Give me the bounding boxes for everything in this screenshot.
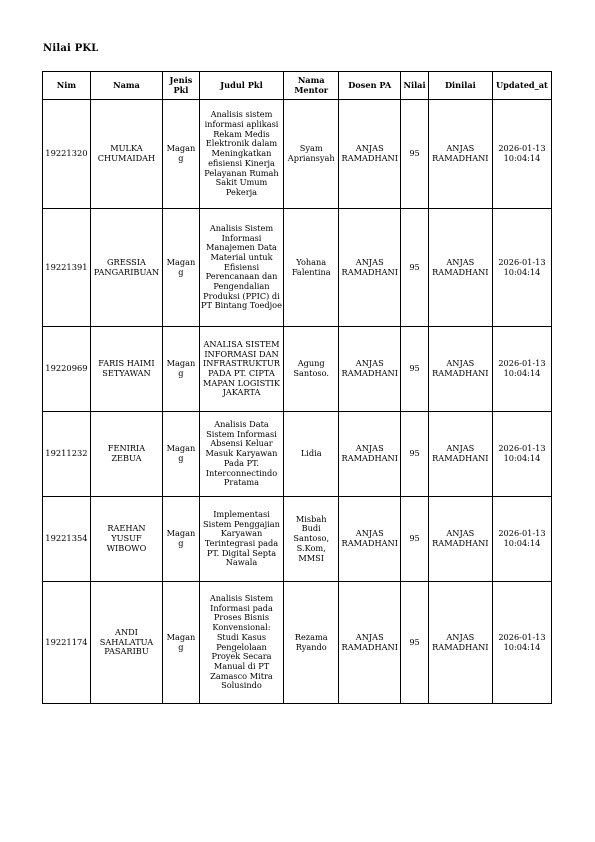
- cell-nim: 19221174: [43, 582, 91, 704]
- header-nama-mentor: Nama Mentor: [284, 72, 339, 100]
- cell-nilai: 95: [401, 582, 428, 704]
- cell-nama: MULKA CHUMAIDAH: [90, 100, 162, 209]
- cell-jenis-pkl: Magang: [163, 100, 200, 209]
- cell-nama-mentor: Rezama Ryando: [284, 582, 339, 704]
- cell-judul-pkl: Analisis Data Sistem Informasi Absensi Keluar Masuk Karyawan Pada PT. Interconnectindo Pratama: [199, 412, 283, 497]
- cell-dosen-pa: ANJAS RAMADHANI: [339, 412, 401, 497]
- header-judul-pkl: Judul Pkl: [199, 72, 283, 100]
- cell-judul-pkl: Analisis sistem informasi aplikasi Rekam Medis Elektronik dalam Meningkatkan efisiensi Kinerja Pelayanan Rumah Sakit Umum Pekerja: [199, 100, 283, 209]
- cell-nama: FENIRIA ZEBUA: [90, 412, 162, 497]
- cell-nama-mentor: Agung Santoso.: [284, 327, 339, 412]
- cell-nama: RAEHAN YUSUF WIBOWO: [90, 497, 162, 582]
- cell-dinilai: ANJAS RAMADHANI: [428, 327, 492, 412]
- cell-judul-pkl: Analisis Sistem Informasi pada Proses Bisnis Konvensional: Studi Kasus Pengelolaan Proyek Secara Manual di PT Zamasco Mitra Solusindo: [199, 582, 283, 704]
- cell-dosen-pa: ANJAS RAMADHANI: [339, 582, 401, 704]
- cell-nilai: 95: [401, 412, 428, 497]
- cell-nama: FARIS HAIMI SETYAWAN: [90, 327, 162, 412]
- cell-jenis-pkl: Magang: [163, 327, 200, 412]
- cell-nama-mentor: Misbah Budi Santoso, S.Kom, MMSI: [284, 497, 339, 582]
- cell-nilai: 95: [401, 327, 428, 412]
- cell-dinilai: ANJAS RAMADHANI: [428, 412, 492, 497]
- table-row: [43, 209, 552, 327]
- cell-dosen-pa: ANJAS RAMADHANI: [339, 327, 401, 412]
- cell-nama: ANDI SAHALATUA PASARIBU: [90, 582, 162, 704]
- cell-dinilai: ANJAS RAMADHANI: [428, 209, 492, 327]
- cell-dinilai: ANJAS RAMADHANI: [428, 100, 492, 209]
- table-row: [43, 497, 552, 582]
- cell-nim: 19211232: [43, 412, 91, 497]
- cell-nama-mentor: Yohana Falentina: [284, 209, 339, 327]
- cell-updated-at: 2026-01-13 10:04:14: [492, 497, 551, 582]
- cell-dinilai: ANJAS RAMADHANI: [428, 582, 492, 704]
- header-updated-at: Updated_at: [492, 72, 551, 100]
- cell-dosen-pa: ANJAS RAMADHANI: [339, 497, 401, 582]
- table-row: [43, 412, 552, 497]
- table-row: [43, 100, 552, 209]
- cell-nama: GRESSIA PANGARIBUAN: [90, 209, 162, 327]
- cell-judul-pkl: Analisis Sistem Informasi Manajemen Data Material untuk Efisiensi Perencanaan dan Pengendalian Produksi (PPIC) di PT Bintang Toedjoe: [199, 209, 283, 327]
- cell-dinilai: ANJAS RAMADHANI: [428, 497, 492, 582]
- cell-updated-at: 2026-01-13 10:04:14: [492, 209, 551, 327]
- cell-nilai: 95: [401, 100, 428, 209]
- cell-dosen-pa: ANJAS RAMADHANI: [339, 100, 401, 209]
- cell-updated-at: 2026-01-13 10:04:14: [492, 412, 551, 497]
- cell-jenis-pkl: Magang: [163, 497, 200, 582]
- cell-dosen-pa: ANJAS RAMADHANI: [339, 209, 401, 327]
- cell-updated-at: 2026-01-13 10:04:14: [492, 100, 551, 209]
- header-nama: Nama: [90, 72, 162, 100]
- cell-nama-mentor: Lidia: [284, 412, 339, 497]
- cell-nim: 19221320: [43, 100, 91, 209]
- table-row: [43, 582, 552, 704]
- header-dinilai: Dinilai: [428, 72, 492, 100]
- cell-nilai: 95: [401, 209, 428, 327]
- header-jenis-pkl: Jenis Pkl: [163, 72, 200, 100]
- cell-judul-pkl: ANALISA SISTEM INFORMASI DAN INFRASTRUKTUR PADA PT. CIPTA MAPAN LOGISTIK JAKARTA: [199, 327, 283, 412]
- cell-judul-pkl: Implementasi Sistem Penggajian Karyawan Terintegrasi pada PT. Digital Septa Nawala: [199, 497, 283, 582]
- cell-jenis-pkl: Magang: [163, 412, 200, 497]
- header-nilai: Nilai: [401, 72, 428, 100]
- page-title: Nilai PKL: [43, 43, 99, 54]
- cell-updated-at: 2026-01-13 10:04:14: [492, 327, 551, 412]
- cell-nilai: 95: [401, 497, 428, 582]
- table-row: [43, 327, 552, 412]
- cell-nim: 19220969: [43, 327, 91, 412]
- header-nim: Nim: [43, 72, 91, 100]
- cell-nim: 19221391: [43, 209, 91, 327]
- header-dosen-pa: Dosen PA: [339, 72, 401, 100]
- table-header-row: [43, 72, 552, 100]
- cell-nama-mentor: Syam Apriansyah: [284, 100, 339, 209]
- nilai-pkl-table: [42, 71, 552, 704]
- cell-updated-at: 2026-01-13 10:04:14: [492, 582, 551, 704]
- cell-jenis-pkl: Magang: [163, 582, 200, 704]
- cell-nim: 19221354: [43, 497, 91, 582]
- cell-jenis-pkl: Magang: [163, 209, 200, 327]
